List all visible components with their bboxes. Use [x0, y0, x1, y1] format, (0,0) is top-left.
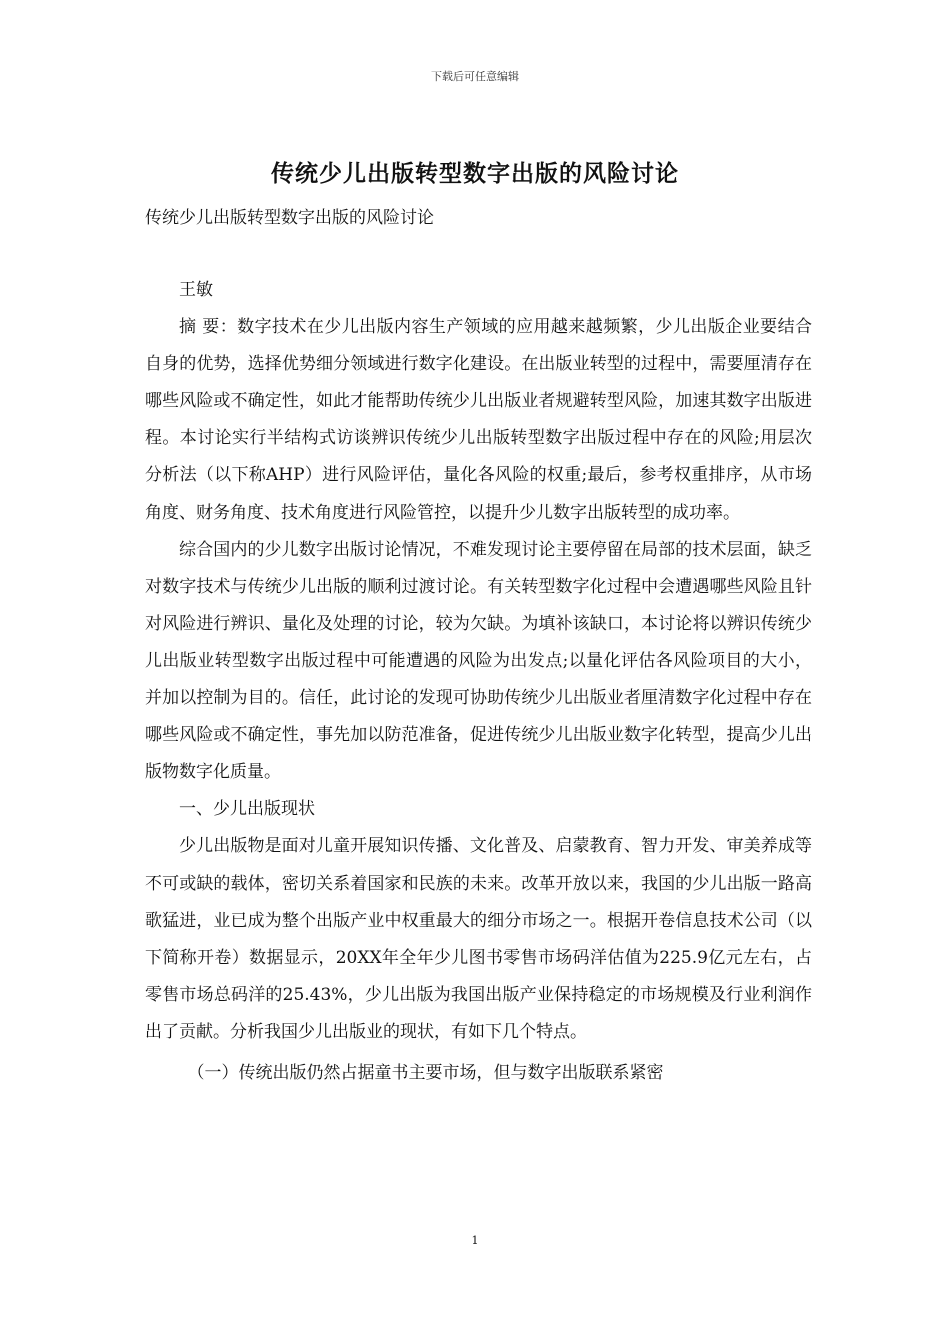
document-subtitle: 传统少儿出版转型数字出版的风险讨论 [145, 208, 434, 228]
section-paragraph: 少儿出版物是面对儿童开展知识传播、文化普及、启蒙教育、智力开发、审美养成等不可或缺的载体，密切关系着国家和民族的未来。改革开放以来，我国的少儿出版一路高歌猛进，业已成为整个出版产业中权重最大的细分市场之一。根据开卷信息技术公司（以下简称开卷）数据显示，20XX年全年少儿图书零售市场码洋估值为225.9亿元左右，占零售市场总码洋的25.43%，少儿出版为我国出版产业保持稳定的市场规模及行业利润作出了贡献。分析我国少儿出版业的现状，有如下几个特点。 [145, 836, 812, 1042]
author-name: 王敏 [179, 280, 213, 300]
page-number: 1 [471, 1234, 479, 1247]
subsection-heading: （一）传统出版仍然占据童书主要市场，但与数字出版联系紧密 [187, 1062, 664, 1083]
document-body [145, 272, 812, 1092]
document-title: 传统少儿出版转型数字出版的风险讨论 [271, 160, 679, 187]
abstract-paragraph: 摘 要：数字技术在少儿出版内容生产领域的应用越来越频繁，少儿出版企业要结合自身的优势，选择优势细分领域进行数字化建设。在出版业转型的过程中，需要厘清存在哪些风险或不确定性，如此才能帮助传统少儿出版业者规避转型风险，加速其数字出版进程。本讨论实行半结构式访谈辨识传统少儿出版转型数字出版过程中存在的风险;用层次分析法（以下称AHP）进行风险评估，量化各风险的权重;最后，参考权重排序，从市场角度、财务角度、技术角度进行风险管控，以提升少儿数字出版转型的成功率。 [145, 317, 812, 523]
intro-paragraph: 综合国内的少儿数字出版讨论情况，不难发现讨论主要停留在局部的技术层面，缺乏对数字技术与传统少儿出版的顺利过渡讨论。有关转型数字化过程中会遭遇哪些风险且针对风险进行辨识、量化及处理的讨论，较为欠缺。为填补该缺口，本讨论将以辨识传统少儿出版业转型数字出版过程中可能遭遇的风险为出发点;以量化评估各风险项目的大小，并加以控制为目的。信任，此讨论的发现可协助传统少儿出版业者厘清数字化过程中存在哪些风险或不确定性，事先加以防范准备，促进传统少儿出版业数字化转型，提高少儿出版物数字化质量。 [145, 539, 812, 783]
section-heading: 一、少儿出版现状 [179, 799, 315, 820]
page-header-note: 下载后可任意编辑 [431, 70, 519, 83]
